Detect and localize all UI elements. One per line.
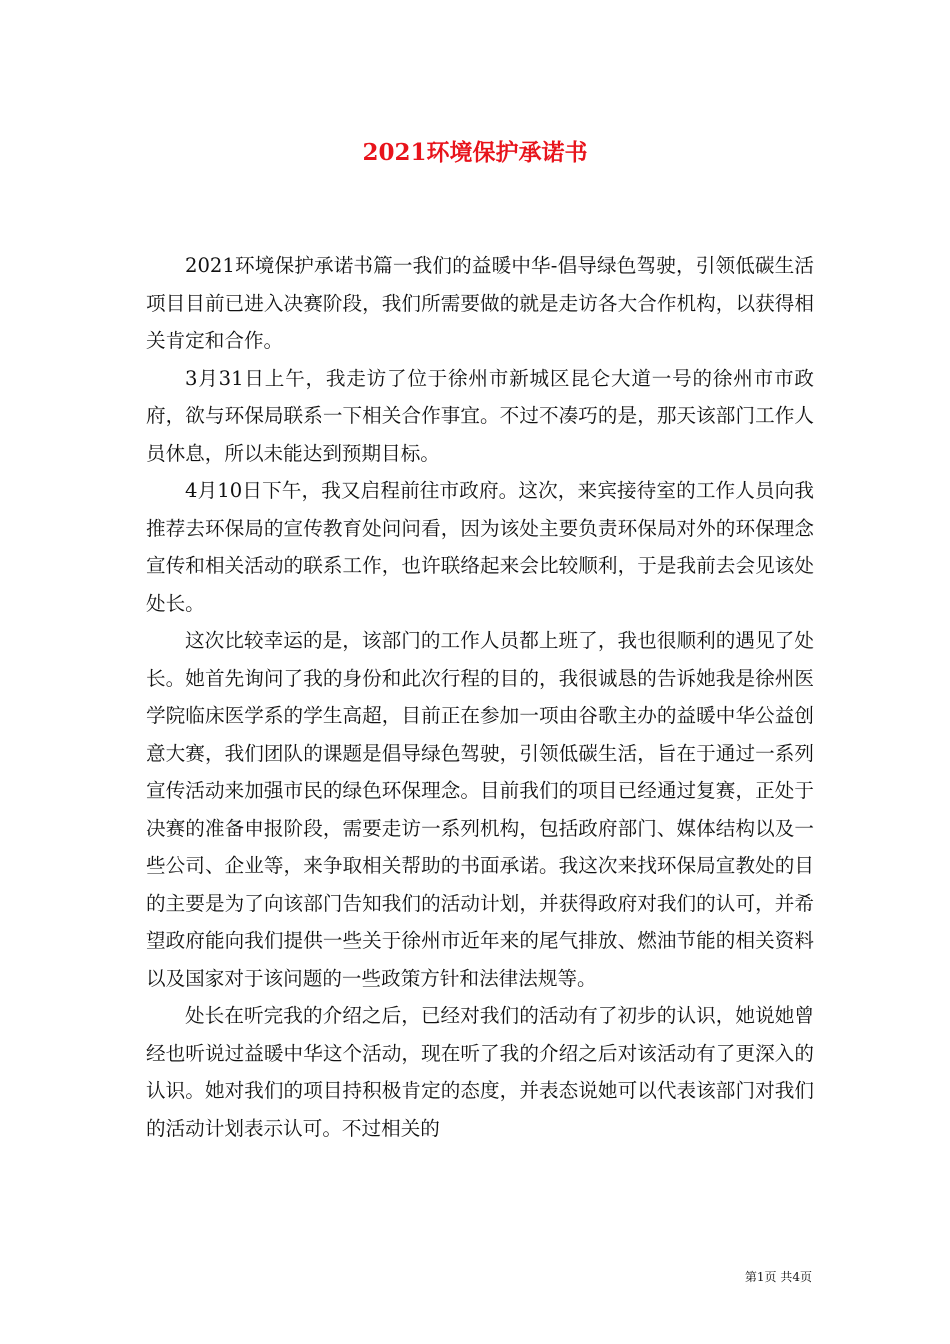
paragraph: 2021环境保护承诺书篇一我们的益暖中华-倡导绿色驾驶，引领低碳生活项目目前已进入决赛阶段，我们所需要做的就是走访各大合作机构，以获得相关肯定和合作。	[146, 254, 814, 352]
paragraph: 3月31日上午，我走访了位于徐州市新城区昆仑大道一号的徐州市市政府，欲与环保局联系一下相关合作事宜。不过不凑巧的是，那天该部门工作人员休息，所以未能达到预期目标。	[146, 366, 814, 465]
paragraph: 4月10日下午，我又启程前往市政府。这次，来宾接待室的工作人员向我推荐去环保局的宣传教育处问问看，因为该处主要负责环保局对外的环保理念宣传和相关活动的联系工作，也许联络起来会比较顺利，于是我前去会见该处处长。	[146, 479, 814, 615]
document-body	[146, 247, 814, 1147]
document-title: 2021环境保护承诺书	[362, 139, 588, 166]
paragraph: 处长在听完我的介绍之后，已经对我们的活动有了初步的认识，她说她曾经也听说过益暖中华这个活动，现在听了我的介绍之后对该活动有了更深入的认识。她对我们的项目持积极肯定的态度，并表态说她可以代表该部门对我们的活动计划表示认可。不过相关的	[146, 1004, 814, 1140]
page-number-footer: 第1页 共4页	[744, 1270, 812, 1284]
paragraph: 这次比较幸运的是，该部门的工作人员都上班了，我也很顺利的遇见了处长。她首先询问了我的身份和此次行程的目的，我很诚恳的告诉她我是徐州医学院临床医学系的学生高超，目前正在参加一项由谷歌主办的益暖中华公益创意大赛，我们团队的课题是倡导绿色驾驶，引领低碳生活，旨在于通过一系列宣传活动来加强市民的绿色环保理念。目前我们的项目已经通过复赛，正处于决赛的准备申报阶段，需要走访一系列机构，包括政府部门、媒体结构以及一些公司、企业等，来争取相关帮助的书面承诺。我这次来找环保局宣教处的目的主要是为了向该部门告知我们的活动计划，并获得政府对我们的认可，并希望政府能向我们提供一些关于徐州市近年来的尾气排放、燃油节能的相关资料以及国家对于该问题的一些政策方针和法律法规等。	[146, 629, 814, 990]
